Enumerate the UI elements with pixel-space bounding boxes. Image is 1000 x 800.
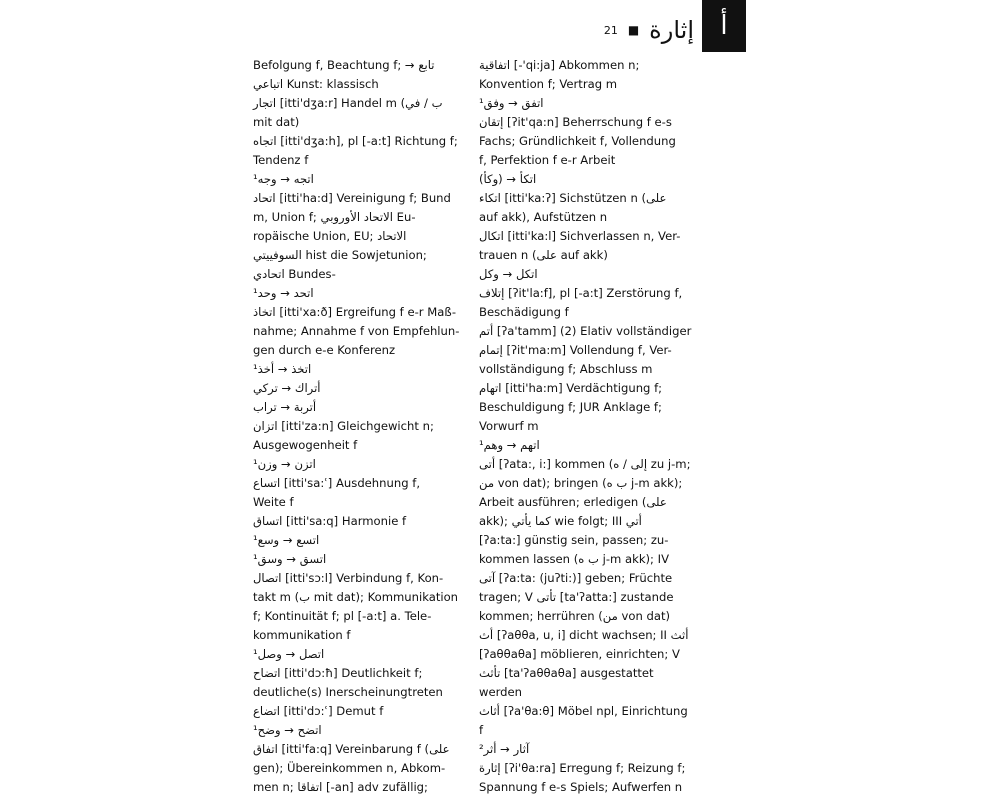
dictionary-line: اتجاه [itti'dʒa:h], pl [-a:t] Richtung f; (253, 134, 458, 148)
dictionary-line: اتكل → وكل (479, 267, 538, 281)
dictionary-line: Beschädigung f (479, 305, 569, 319)
dictionary-line: trauen n (على auf akk) (479, 248, 608, 262)
dictionary-line: Konvention f; Vertrag m (479, 77, 618, 91)
dictionary-line: أتى [ʔata:, i:] kommen (إلى / ه zu j-m; (479, 457, 691, 471)
dictionary-line: f, Perfektion f e-r Arbeit (479, 153, 616, 167)
dictionary-line: اتساق [itti'sa:q] Harmonie f (253, 514, 407, 528)
dictionary-line: akk); كما يأتي wie folgt; III أتي (479, 514, 642, 528)
dictionary-line: أتربة → تراب (253, 400, 317, 414)
dictionary-line: Arbeit ausführen; erledigen (على (479, 495, 667, 509)
dictionary-line: Spannung f e-s Spiels; Aufwerfen n (479, 780, 683, 794)
dictionary-line: اتكال [itti'ka:l] Sichverlassen n, Ver- (479, 229, 681, 243)
dictionary-line: [ʔa:ta:] günstig sein, passen; zu- (479, 533, 669, 547)
dictionary-line: اتزان [itti'za:n] Gleichgewicht n; (253, 419, 434, 433)
dictionary-line: اتكأ → (وكأ) (479, 172, 537, 186)
dictionary-line: men n; اتفاقا [-an] adv zufällig; (253, 780, 428, 794)
dictionary-line: Befolgung f, Beachtung f; → تابع (253, 58, 435, 72)
dictionary-line: [ʔaθθaθa] möblieren, einrichten; V (479, 647, 680, 661)
dictionary-line: أتراك → تركي (253, 381, 321, 395)
dictionary-line: آتى [ʔa:ta: (juʔti:)] geben; Früchte (479, 571, 673, 585)
dictionary-line: إتمام [ʔit'ma:m] Vollendung f, Ver- (479, 343, 672, 357)
dictionary-line: اتهم → وهم¹ (479, 438, 540, 452)
dictionary-line: اتصل → وصل¹ (253, 647, 325, 661)
dictionary-line: اتخاذ [itti'xa:ð] Ergreifung f e-r Maß- (253, 305, 457, 319)
dictionary-line: اتساع [itti'sa:ʿ] Ausdehnung f, (253, 476, 421, 490)
dictionary-line: m, Union f; الاتحاد الأوروبي Eu- (253, 210, 416, 224)
dictionary-line: أثاث [ʔa'θa:θ] Möbel npl, Einrichtung (479, 704, 688, 718)
dictionary-line: f (479, 723, 484, 737)
dictionary-line: اتحادي Bundes- (253, 267, 336, 281)
dictionary-line: اتحاد [itti'ha:d] Vereinigung f; Bund (253, 191, 451, 205)
dictionary-line: kommen lassen (ب ه j-m akk); IV (479, 552, 670, 566)
left-column (253, 56, 473, 797)
dictionary-line: اتسع → وسع¹ (253, 533, 320, 547)
dictionary-line: إتقان [ʔit'qa:n] Beherrschung f e-s (479, 115, 672, 129)
dictionary-line: Beschuldigung f; JUR Anklage f; (479, 400, 662, 414)
dictionary-line: gen); Übereinkommen n, Abkom- (253, 761, 446, 775)
dictionary-line: أتم [ʔa'tamm] (2) Elativ vollständiger (479, 324, 692, 338)
dictionary-line: gen durch e-e Konferenz (253, 343, 396, 357)
dictionary-line: اتضح → وضح¹ (253, 723, 322, 737)
dictionary-line: إتلاف [ʔit'la:f], pl [-a:t] Zerstörung f, (479, 286, 683, 300)
dictionary-line: اتفق → وفق¹ (479, 96, 544, 110)
dictionary-line: السوفييتي hist die Sowjetunion; (253, 248, 427, 262)
tab-letter: أ (720, 11, 728, 41)
dictionary-line: اتهام [itti'ha:m] Verdächtigung f; (479, 381, 663, 395)
dictionary-line: f; Kontinuität f; pl [-a:t] a. Tele- (253, 609, 432, 623)
dictionary-line: deutliche(s) Inerscheinungtreten (253, 685, 443, 699)
dictionary-line: ropäische Union, EU; الاتحاد (253, 229, 407, 243)
dictionary-line: werden (479, 685, 523, 699)
dictionary-line: vollständigung f; Abschluss m (479, 362, 653, 376)
dictionary-line: اتسق → وسق¹ (253, 552, 327, 566)
header-square-icon: ■ (627, 23, 640, 37)
dictionary-line: اتفاقية [-'qi:ja] Abkommen n; (479, 58, 640, 72)
dictionary-line: اتكاء [itti'ka:ʔ] Sichstützen n (على (479, 191, 667, 205)
dictionary-line: من von dat); bringen (ب ه j-m akk); (479, 476, 683, 490)
dictionary-line: اتصال [itti'sɔ:l] Verbindung f, Kon- (253, 571, 444, 585)
dictionary-line: اتضاع [itti'dɔ:ʿ] Demut f (253, 704, 384, 718)
dictionary-line: Tendenz f (253, 153, 309, 167)
page-header (604, 16, 694, 44)
dictionary-line: Vorwurf m (479, 419, 539, 433)
chapter-tab (702, 0, 746, 52)
dictionary-line: آثار → أثر² (479, 742, 530, 756)
dictionary-line: Ausgewogenheit f (253, 438, 358, 452)
dictionary-line: اتزن → وزن¹ (253, 457, 316, 471)
dictionary-line: أث [ʔaθθa, u, i] dicht wachsen; II أثث (479, 628, 689, 642)
page-number: 21 (603, 23, 618, 37)
dictionary-line: Fachs; Gründlichkeit f, Vollendung (479, 134, 676, 148)
dictionary-line: اتحد → وحد¹ (253, 286, 314, 300)
dictionary-line: kommen; herrühren (من von dat) (479, 609, 671, 623)
dictionary-line: tragen; V تأتى [ta'ʔatta:] zustande (479, 590, 674, 604)
header-word: إثارة (649, 16, 694, 44)
dictionary-line: اتجار [itti'dʒa:r] Handel m (ب / في (253, 96, 443, 110)
dictionary-line: Weite f (253, 495, 294, 509)
dictionary-line: auf akk), Aufstützen n (479, 210, 608, 224)
dictionary-line: takt m (ب mit dat); Kommunikation (253, 590, 459, 604)
dictionary-line: nahme; Annahme f von Empfehlun- (253, 324, 460, 338)
right-column (479, 56, 701, 797)
dictionary-line: اتخذ → أخذ¹ (253, 362, 312, 376)
dictionary-line: kommunikation f (253, 628, 351, 642)
dictionary-line: تأثث [ta'ʔaθθaθa] ausgestattet (479, 666, 654, 680)
dictionary-line: اتجه → وجه¹ (253, 172, 314, 186)
dictionary-line: mit dat) (253, 115, 300, 129)
dictionary-line: اتضاح [itti'dɔ:ħ] Deutlichkeit f; (253, 666, 423, 680)
dictionary-line: إثارة [ʔi'θa:ra] Erregung f; Reizung f; (479, 761, 686, 775)
dictionary-line: اتفاق [itti'fa:q] Vereinbarung f (على (253, 742, 450, 756)
dictionary-line: اتباعي Kunst: klassisch (253, 77, 379, 91)
